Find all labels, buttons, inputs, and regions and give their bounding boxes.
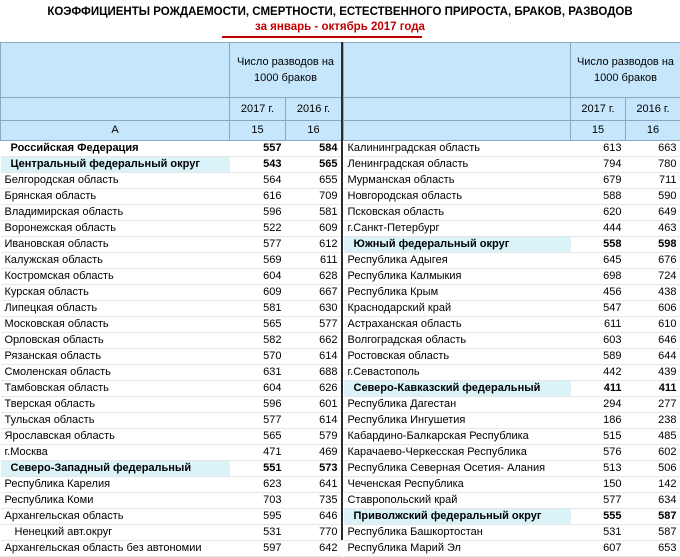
table-row bbox=[1, 445, 342, 461]
row-value-2017: 588 bbox=[571, 189, 626, 205]
left-table bbox=[0, 42, 342, 557]
row-value-2016: 438 bbox=[626, 285, 680, 301]
row-name: Рязанская область bbox=[1, 349, 230, 365]
table-row bbox=[344, 349, 680, 365]
row-value-2016: 439 bbox=[626, 365, 680, 381]
row-value-2016: 590 bbox=[626, 189, 680, 205]
header-col-a: А bbox=[1, 121, 230, 141]
row-name: Курская область bbox=[1, 285, 230, 301]
table-row bbox=[1, 493, 342, 509]
row-value-2016: 581 bbox=[286, 205, 342, 221]
table-row bbox=[344, 365, 680, 381]
row-value-2016: 630 bbox=[286, 301, 342, 317]
table-row bbox=[344, 381, 680, 397]
header-blank-right-2 bbox=[344, 98, 571, 121]
row-value-2017: 558 bbox=[571, 237, 626, 253]
row-value-2016: 142 bbox=[626, 477, 680, 493]
row-name: Республика Марий Эл bbox=[344, 541, 571, 557]
row-value-2017: 576 bbox=[571, 445, 626, 461]
table-row bbox=[344, 413, 680, 429]
row-name: Республика Крым bbox=[344, 285, 571, 301]
row-value-2017: 515 bbox=[571, 429, 626, 445]
row-value-2016: 606 bbox=[626, 301, 680, 317]
row-name: Орловская область bbox=[1, 333, 230, 349]
row-name: Московская область bbox=[1, 317, 230, 333]
row-name: Ивановская область bbox=[1, 237, 230, 253]
table-row bbox=[1, 173, 342, 189]
row-name: Мурманская область bbox=[344, 173, 571, 189]
header-2017: 2017 г. bbox=[230, 98, 286, 121]
row-value-2016: 667 bbox=[286, 285, 342, 301]
table-row bbox=[1, 317, 342, 333]
row-name: Калининградская область bbox=[344, 141, 571, 157]
row-value-2017: 565 bbox=[230, 317, 286, 333]
row-value-2016: 780 bbox=[626, 157, 680, 173]
row-value-2017: 186 bbox=[571, 413, 626, 429]
row-value-2017: 607 bbox=[571, 541, 626, 557]
row-value-2017: 411 bbox=[571, 381, 626, 397]
table-row bbox=[1, 189, 342, 205]
row-value-2017: 569 bbox=[230, 253, 286, 269]
row-name: Новгородская область bbox=[344, 189, 571, 205]
table-row bbox=[344, 509, 680, 525]
row-name: Белгородская область bbox=[1, 173, 230, 189]
row-value-2016: 626 bbox=[286, 381, 342, 397]
row-value-2017: 543 bbox=[230, 157, 286, 173]
row-name: Карачаево-Черкесская Республика bbox=[344, 445, 571, 461]
row-value-2016: 641 bbox=[286, 477, 342, 493]
row-name: Южный федеральный округ bbox=[344, 237, 571, 253]
row-value-2016: 614 bbox=[286, 413, 342, 429]
row-name: Республика Коми bbox=[1, 493, 230, 509]
header-num-15: 15 bbox=[571, 121, 626, 141]
row-value-2017: 581 bbox=[230, 301, 286, 317]
row-name: Республика Калмыкия bbox=[344, 269, 571, 285]
row-value-2016: 711 bbox=[626, 173, 680, 189]
row-value-2016: 653 bbox=[626, 541, 680, 557]
row-value-2017: 616 bbox=[230, 189, 286, 205]
row-name: Владимирская область bbox=[1, 205, 230, 221]
row-name: г.Москва bbox=[1, 445, 230, 461]
header-num-15: 15 bbox=[230, 121, 286, 141]
header-2016: 2016 г. bbox=[626, 98, 680, 121]
row-value-2017: 603 bbox=[571, 333, 626, 349]
row-value-2017: 679 bbox=[571, 173, 626, 189]
table-row bbox=[344, 173, 680, 189]
row-value-2017: 577 bbox=[230, 413, 286, 429]
row-name: Астраханская область bbox=[344, 317, 571, 333]
row-value-2016: 573 bbox=[286, 461, 342, 477]
row-value-2017: 595 bbox=[230, 509, 286, 525]
table-row bbox=[344, 301, 680, 317]
table-row bbox=[1, 269, 342, 285]
row-name: Северо-Западный федеральный bbox=[1, 461, 230, 477]
page-subtitle: за январь - октябрь 2017 года bbox=[0, 21, 680, 33]
row-name: г.Севастополь bbox=[344, 365, 571, 381]
row-value-2016: 663 bbox=[626, 141, 680, 157]
row-value-2017: 698 bbox=[571, 269, 626, 285]
row-value-2016: 584 bbox=[286, 141, 342, 157]
row-value-2017: 150 bbox=[571, 477, 626, 493]
row-value-2016: 634 bbox=[626, 493, 680, 509]
row-value-2017: 444 bbox=[571, 221, 626, 237]
table-row bbox=[344, 445, 680, 461]
row-value-2017: 522 bbox=[230, 221, 286, 237]
row-value-2016: 577 bbox=[286, 317, 342, 333]
row-name: Российская Федерация bbox=[1, 141, 230, 157]
row-value-2016: 612 bbox=[286, 237, 342, 253]
row-value-2017: 551 bbox=[230, 461, 286, 477]
row-value-2017: 611 bbox=[571, 317, 626, 333]
row-name: г.Санкт-Петербург bbox=[344, 221, 571, 237]
row-value-2016: 587 bbox=[626, 525, 680, 541]
row-value-2016: 614 bbox=[286, 349, 342, 365]
table-row bbox=[344, 525, 680, 541]
row-value-2016: 609 bbox=[286, 221, 342, 237]
table-row bbox=[344, 493, 680, 509]
row-value-2017: 531 bbox=[571, 525, 626, 541]
row-name: Липецкая область bbox=[1, 301, 230, 317]
row-value-2017: 703 bbox=[230, 493, 286, 509]
row-name: Ярославская область bbox=[1, 429, 230, 445]
row-name: Волгоградская область bbox=[344, 333, 571, 349]
row-name: Тамбовская область bbox=[1, 381, 230, 397]
row-value-2016: 598 bbox=[626, 237, 680, 253]
right-table bbox=[343, 42, 680, 557]
table-row bbox=[344, 221, 680, 237]
row-name: Смоленская область bbox=[1, 365, 230, 381]
row-value-2017: 294 bbox=[571, 397, 626, 413]
table-row bbox=[1, 237, 342, 253]
row-value-2017: 589 bbox=[571, 349, 626, 365]
row-value-2016: 463 bbox=[626, 221, 680, 237]
row-value-2016: 610 bbox=[626, 317, 680, 333]
header-blank-right-3 bbox=[344, 121, 571, 141]
table-row bbox=[1, 525, 342, 541]
table-row bbox=[1, 509, 342, 525]
header-2017: 2017 г. bbox=[571, 98, 626, 121]
row-name: Костромская область bbox=[1, 269, 230, 285]
row-value-2017: 577 bbox=[230, 237, 286, 253]
row-name: Ленинградская область bbox=[344, 157, 571, 173]
table-row bbox=[1, 253, 342, 269]
table-row bbox=[1, 413, 342, 429]
row-value-2016: 649 bbox=[626, 205, 680, 221]
row-value-2017: 645 bbox=[571, 253, 626, 269]
row-name: Республика Адыгея bbox=[344, 253, 571, 269]
row-name: Северо-Кавказский федеральный bbox=[344, 381, 571, 397]
table-row bbox=[344, 253, 680, 269]
row-name: Брянская область bbox=[1, 189, 230, 205]
table-row bbox=[1, 349, 342, 365]
table-row bbox=[1, 157, 342, 173]
row-name: Республика Северная Осетия- Алания bbox=[344, 461, 571, 477]
header-num-16: 16 bbox=[626, 121, 680, 141]
table-row bbox=[1, 141, 342, 157]
header-blank-right bbox=[344, 43, 571, 98]
row-value-2016: 724 bbox=[626, 269, 680, 285]
table-row bbox=[344, 397, 680, 413]
row-value-2016: 611 bbox=[286, 253, 342, 269]
table-row bbox=[344, 205, 680, 221]
row-value-2016: 646 bbox=[286, 509, 342, 525]
row-name: Центральный федеральный округ bbox=[1, 157, 230, 173]
row-name: Краснодарский край bbox=[344, 301, 571, 317]
table-row bbox=[344, 141, 680, 157]
row-value-2016: 676 bbox=[626, 253, 680, 269]
row-value-2016: 655 bbox=[286, 173, 342, 189]
row-name: Тульская область bbox=[1, 413, 230, 429]
row-value-2016: 469 bbox=[286, 445, 342, 461]
row-name: Воронежская область bbox=[1, 221, 230, 237]
table-row bbox=[1, 333, 342, 349]
row-value-2017: 565 bbox=[230, 429, 286, 445]
table-row bbox=[1, 205, 342, 221]
row-value-2017: 442 bbox=[571, 365, 626, 381]
table-row bbox=[1, 429, 342, 445]
row-value-2017: 631 bbox=[230, 365, 286, 381]
row-value-2016: 602 bbox=[626, 445, 680, 461]
row-name: Ненецкий авт.округ bbox=[1, 525, 230, 541]
header-blank-left bbox=[1, 43, 230, 98]
table-row bbox=[344, 157, 680, 173]
table-row bbox=[1, 461, 342, 477]
row-value-2016: 565 bbox=[286, 157, 342, 173]
table-row bbox=[1, 221, 342, 237]
table-row bbox=[344, 269, 680, 285]
header-blank-left-2 bbox=[1, 98, 230, 121]
row-value-2017: 609 bbox=[230, 285, 286, 301]
table-row bbox=[344, 189, 680, 205]
table-row bbox=[1, 301, 342, 317]
table-row bbox=[344, 285, 680, 301]
table-row bbox=[344, 237, 680, 253]
header-2016: 2016 г. bbox=[286, 98, 342, 121]
table-row bbox=[344, 317, 680, 333]
row-value-2017: 547 bbox=[571, 301, 626, 317]
table-row bbox=[344, 461, 680, 477]
row-value-2017: 564 bbox=[230, 173, 286, 189]
row-value-2017: 604 bbox=[230, 269, 286, 285]
row-value-2017: 557 bbox=[230, 141, 286, 157]
row-name: Тверская область bbox=[1, 397, 230, 413]
row-value-2016: 644 bbox=[626, 349, 680, 365]
header-caption: Число разводов на 1000 браков bbox=[230, 43, 342, 98]
row-value-2017: 471 bbox=[230, 445, 286, 461]
row-value-2016: 411 bbox=[626, 381, 680, 397]
row-value-2017: 582 bbox=[230, 333, 286, 349]
row-value-2016: 579 bbox=[286, 429, 342, 445]
row-value-2017: 456 bbox=[571, 285, 626, 301]
header-caption: Число разводов на 1000 браков bbox=[571, 43, 680, 98]
table-row bbox=[1, 397, 342, 413]
row-value-2016: 642 bbox=[286, 541, 342, 557]
row-name: Кабардино-Балкарская Республика bbox=[344, 429, 571, 445]
row-value-2016: 506 bbox=[626, 461, 680, 477]
row-value-2016: 662 bbox=[286, 333, 342, 349]
row-value-2017: 577 bbox=[571, 493, 626, 509]
row-value-2016: 277 bbox=[626, 397, 680, 413]
row-value-2016: 485 bbox=[626, 429, 680, 445]
row-value-2017: 613 bbox=[571, 141, 626, 157]
row-value-2017: 513 bbox=[571, 461, 626, 477]
row-value-2017: 596 bbox=[230, 397, 286, 413]
table-row bbox=[344, 477, 680, 493]
row-name: Чеченская Республика bbox=[344, 477, 571, 493]
row-name: Республика Карелия bbox=[1, 477, 230, 493]
table-row bbox=[1, 541, 342, 557]
row-value-2016: 709 bbox=[286, 189, 342, 205]
row-value-2016: 601 bbox=[286, 397, 342, 413]
row-value-2016: 238 bbox=[626, 413, 680, 429]
row-name: Республика Дагестан bbox=[344, 397, 571, 413]
table-row bbox=[344, 333, 680, 349]
row-value-2017: 596 bbox=[230, 205, 286, 221]
row-value-2017: 531 bbox=[230, 525, 286, 541]
row-value-2017: 794 bbox=[571, 157, 626, 173]
table-row bbox=[344, 429, 680, 445]
row-value-2016: 587 bbox=[626, 509, 680, 525]
row-name: Ставропольский край bbox=[344, 493, 571, 509]
row-value-2016: 628 bbox=[286, 269, 342, 285]
table-row bbox=[1, 285, 342, 301]
row-value-2016: 735 bbox=[286, 493, 342, 509]
row-name: Республика Ингушетия bbox=[344, 413, 571, 429]
subtitle-underline bbox=[222, 36, 422, 38]
row-name: Ростовская область bbox=[344, 349, 571, 365]
page-title: КОЭФФИЦИЕНТЫ РОЖДАЕМОСТИ, СМЕРТНОСТИ, ЕСТЕСТВЕННОГО ПРИРОСТА, БРАКОВ, РАЗВОДОВ bbox=[0, 6, 680, 18]
row-name: Республика Башкортостан bbox=[344, 525, 571, 541]
row-value-2017: 623 bbox=[230, 477, 286, 493]
row-name: Архангельская область без автономии bbox=[1, 541, 230, 557]
row-value-2016: 688 bbox=[286, 365, 342, 381]
table-row bbox=[1, 477, 342, 493]
row-name: Калужская область bbox=[1, 253, 230, 269]
row-name: Архангельская область bbox=[1, 509, 230, 525]
row-value-2017: 604 bbox=[230, 381, 286, 397]
table-row bbox=[344, 541, 680, 557]
row-value-2017: 620 bbox=[571, 205, 626, 221]
table-row bbox=[1, 381, 342, 397]
table-row bbox=[1, 365, 342, 381]
row-value-2016: 646 bbox=[626, 333, 680, 349]
row-value-2017: 597 bbox=[230, 541, 286, 557]
row-name: Псковская область bbox=[344, 205, 571, 221]
row-value-2017: 555 bbox=[571, 509, 626, 525]
row-value-2016: 770 bbox=[286, 525, 342, 541]
row-value-2017: 570 bbox=[230, 349, 286, 365]
header-num-16: 16 bbox=[286, 121, 342, 141]
row-name: Приволжский федеральный округ bbox=[344, 509, 571, 525]
